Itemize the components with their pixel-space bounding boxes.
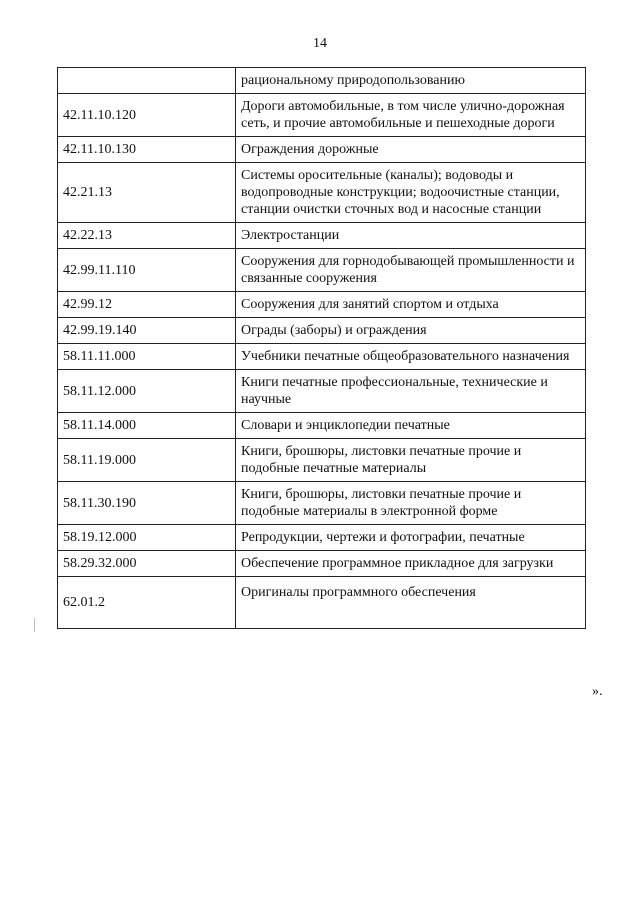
code-cell: 42.11.10.120 <box>58 94 236 137</box>
table-row <box>58 344 586 370</box>
code-cell: 58.11.19.000 <box>58 439 236 482</box>
description-cell: Репродукции, чертежи и фотографии, печатные <box>236 525 586 551</box>
code-cell: 58.11.11.000 <box>58 344 236 370</box>
description-cell: Книги печатные профессиональные, технические и научные <box>236 370 586 413</box>
code-cell: 58.19.12.000 <box>58 525 236 551</box>
code-cell: 58.11.14.000 <box>58 413 236 439</box>
table-row <box>58 94 586 137</box>
table-row <box>58 163 586 223</box>
table-row <box>58 137 586 163</box>
description-cell: Ограды (заборы) и ограждения <box>236 318 586 344</box>
description-cell: Сооружения для горнодобывающей промышленности и связанные сооружения <box>236 249 586 292</box>
table-row <box>58 525 586 551</box>
description-cell: Оригиналы программного обеспечения <box>236 577 586 629</box>
code-cell: 42.99.19.140 <box>58 318 236 344</box>
table-row <box>58 68 586 94</box>
table-row <box>58 439 586 482</box>
table-row <box>58 577 586 629</box>
code-cell: 42.11.10.130 <box>58 137 236 163</box>
code-cell: 42.99.12 <box>58 292 236 318</box>
page-number: 14 <box>313 36 327 51</box>
classification-table <box>57 67 586 629</box>
code-cell: 58.11.12.000 <box>58 370 236 413</box>
table-row <box>58 318 586 344</box>
closing-quote-mark: ». <box>592 684 603 699</box>
table-row <box>58 249 586 292</box>
table-row <box>58 223 586 249</box>
description-cell: Учебники печатные общеобразовательного назначения <box>236 344 586 370</box>
margin-mark <box>34 618 35 632</box>
code-cell: 58.11.30.190 <box>58 482 236 525</box>
table-row <box>58 370 586 413</box>
description-cell: рациональному природопользованию <box>236 68 586 94</box>
code-cell: 42.22.13 <box>58 223 236 249</box>
table-row <box>58 292 586 318</box>
description-cell: Сооружения для занятий спортом и отдыха <box>236 292 586 318</box>
code-cell: 42.99.11.110 <box>58 249 236 292</box>
table-row <box>58 551 586 577</box>
description-cell: Дороги автомобильные, в том числе улично-дорожная сеть, и прочие автомобильные и пешеходные дороги <box>236 94 586 137</box>
description-cell: Ограждения дорожные <box>236 137 586 163</box>
table-row <box>58 482 586 525</box>
description-cell: Книги, брошюры, листовки печатные прочие и подобные материалы в электронной форме <box>236 482 586 525</box>
description-cell: Книги, брошюры, листовки печатные прочие и подобные печатные материалы <box>236 439 586 482</box>
description-cell: Системы оросительные (каналы); водоводы и водопроводные конструкции; водоочистные станции, станции очистки сточных вод и насосные станции <box>236 163 586 223</box>
description-cell: Электростанции <box>236 223 586 249</box>
code-cell: 58.29.32.000 <box>58 551 236 577</box>
table-row <box>58 413 586 439</box>
description-cell: Словари и энциклопедии печатные <box>236 413 586 439</box>
code-cell: 42.21.13 <box>58 163 236 223</box>
description-cell: Обеспечение программное прикладное для загрузки <box>236 551 586 577</box>
code-cell <box>58 68 236 94</box>
code-cell: 62.01.2 <box>58 577 236 629</box>
